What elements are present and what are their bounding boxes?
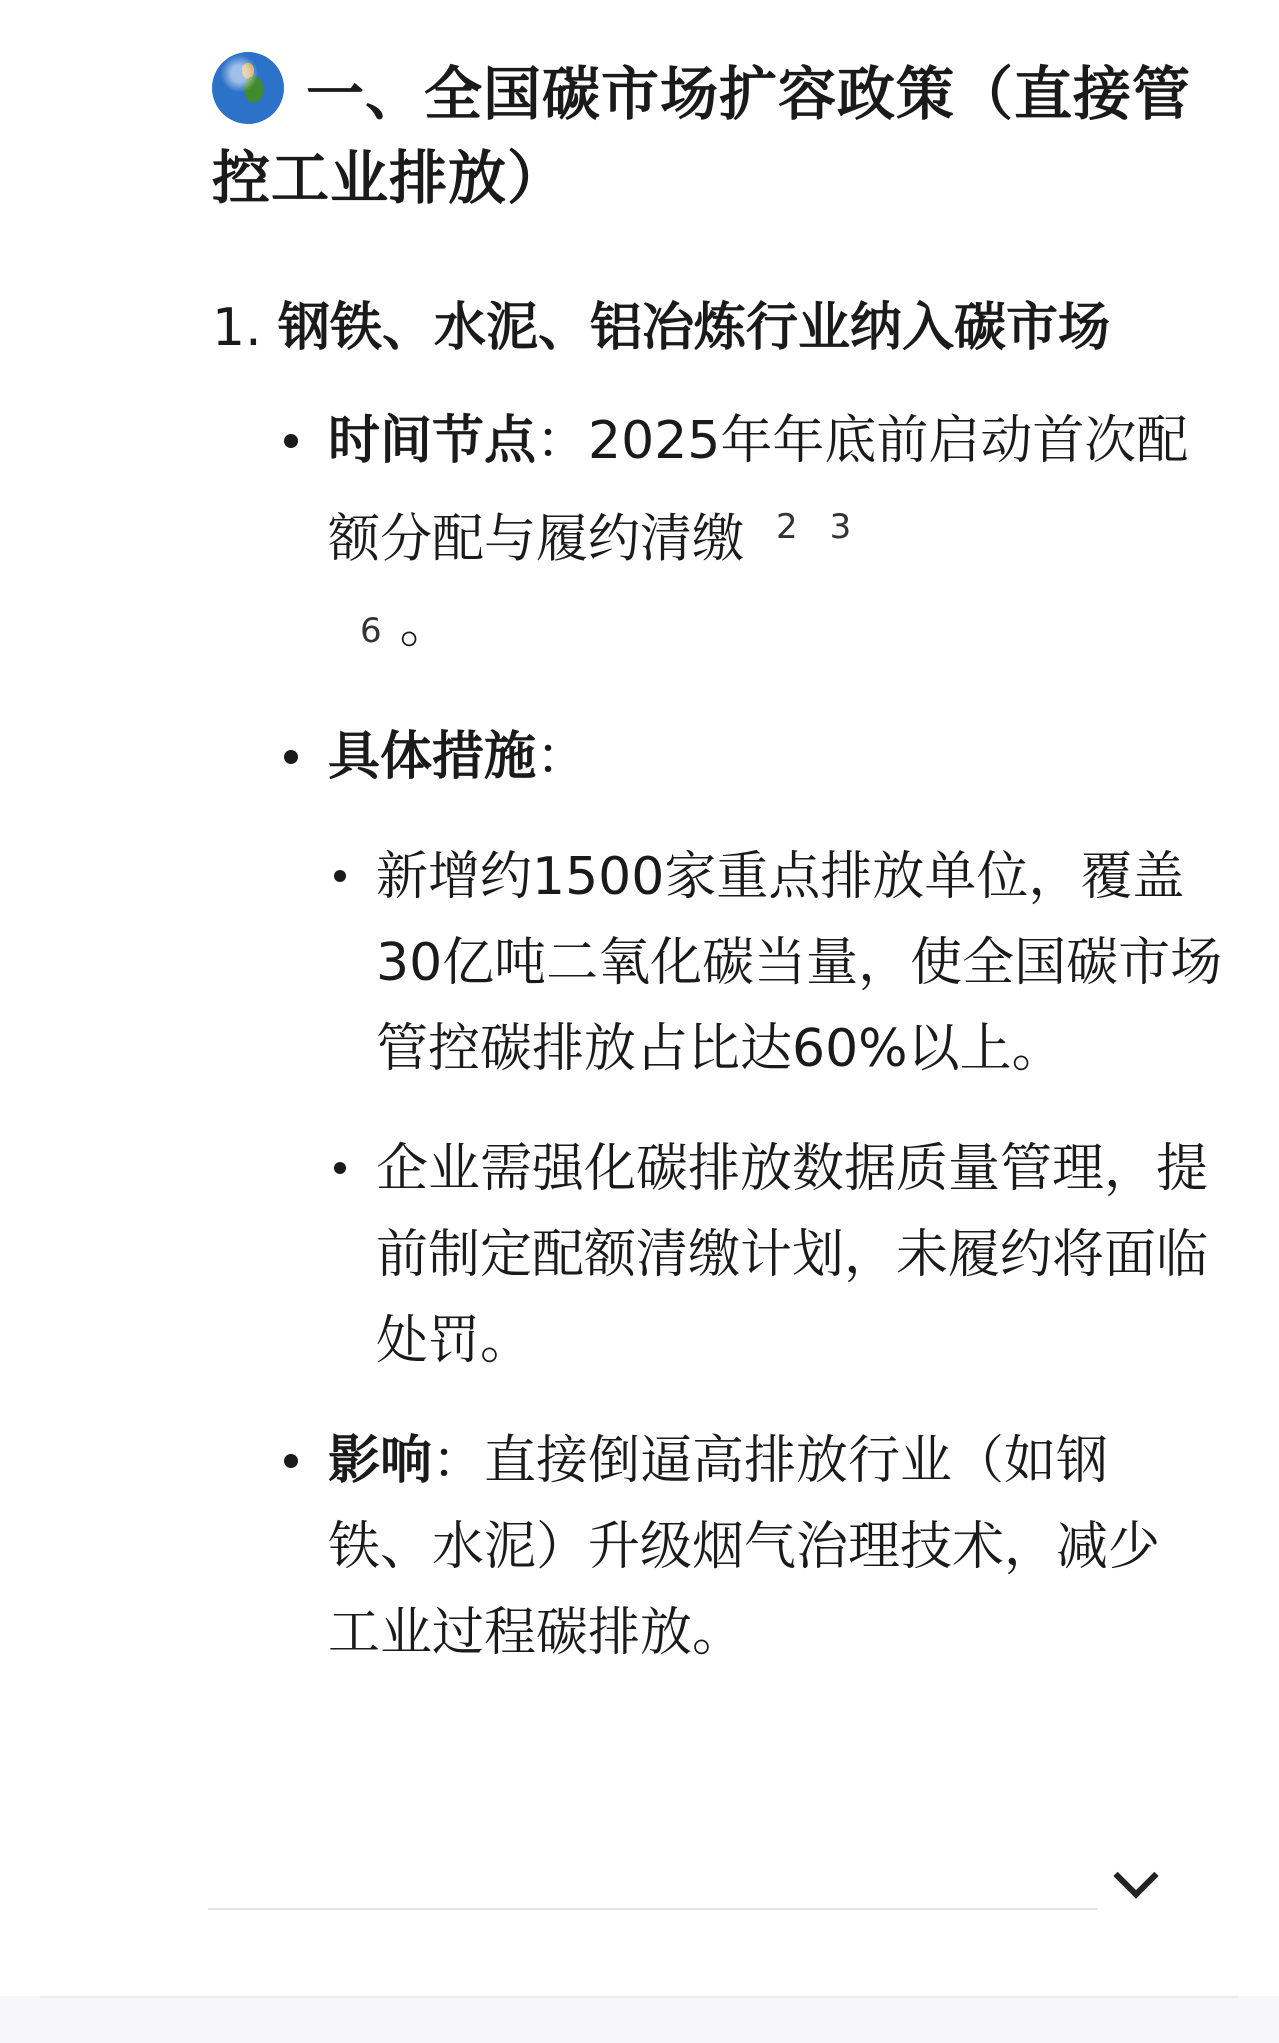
section-heading bbox=[212, 52, 1222, 220]
bottom-bar bbox=[0, 1996, 1279, 2043]
citation-ref[interactable]: 3 bbox=[829, 507, 852, 547]
divider bbox=[208, 1908, 1098, 1910]
impact-text: 直接倒逼高排放行业（如钢铁、水泥）升级烟气治理技术，减少工业过程碳排放。 bbox=[328, 1431, 1161, 1664]
measure-text: 新增约1500家重点排放单位，覆盖30亿吨二氧化碳当量，使全国碳市场管控碳排放占比达60%以上。 bbox=[376, 847, 1223, 1080]
bullet-dot bbox=[284, 750, 298, 764]
time-node-end: 。 bbox=[399, 595, 452, 656]
measure-item bbox=[376, 834, 1226, 1092]
measure-text: 企业需强化碳排放数据质量管理，提前制定配额清缴计划，未履约将面临处罚。 bbox=[376, 1139, 1209, 1372]
list-item-title: 钢铁、水泥、铝冶炼行业纳入碳市场 bbox=[278, 298, 1111, 358]
impact-separator: ： bbox=[432, 1431, 485, 1492]
chevron-down-icon[interactable] bbox=[1113, 1853, 1158, 1898]
ordered-list-item bbox=[212, 286, 1222, 370]
answer-content bbox=[212, 52, 1222, 1676]
section-heading-text: 一、全国碳市场扩容政策（直接管控工业排放） bbox=[212, 60, 1192, 212]
bullet-impact bbox=[328, 1418, 1208, 1676]
bottom-divider bbox=[40, 1996, 1239, 1998]
impact-label: 影响 bbox=[328, 1431, 433, 1492]
bullet-dot bbox=[334, 1162, 346, 1174]
time-node-label: 时间节点 bbox=[328, 411, 537, 471]
bullet-time-node bbox=[328, 398, 1208, 674]
citation-ref[interactable]: 2 bbox=[776, 507, 798, 547]
bullet-dot bbox=[284, 434, 298, 448]
globe-icon bbox=[212, 52, 284, 124]
citation-ref[interactable]: 6 bbox=[360, 611, 382, 652]
measures-separator: ： bbox=[536, 727, 589, 788]
time-node-separator: ： bbox=[536, 411, 589, 471]
measure-item bbox=[376, 1126, 1226, 1384]
bullet-dot bbox=[334, 870, 346, 882]
list-number: 1. bbox=[212, 298, 262, 358]
measures-label: 具体措施 bbox=[328, 727, 537, 788]
time-node-text: 2025年年底前启动首次配额分配与履约清缴 bbox=[328, 411, 1189, 570]
bullet-dot bbox=[284, 1454, 298, 1468]
bullet-measures bbox=[328, 714, 1208, 800]
